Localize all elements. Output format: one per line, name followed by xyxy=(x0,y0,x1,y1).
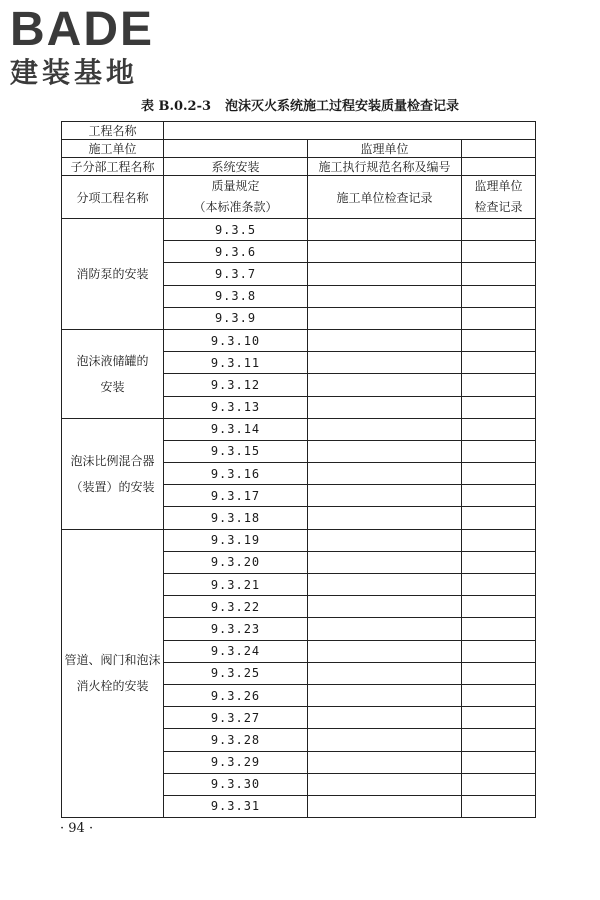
table-row xyxy=(62,418,536,440)
clause-number: 9.3.16 xyxy=(164,463,308,485)
table-row xyxy=(62,219,536,241)
supervision-check-cell[interactable] xyxy=(462,640,536,662)
construction-check-header: 施工单位检查记录 xyxy=(308,176,462,219)
supervision-check-cell[interactable] xyxy=(462,352,536,374)
sub-project-value: 系统安装 xyxy=(164,158,308,176)
clause-number: 9.3.26 xyxy=(164,684,308,706)
construction-check-cell[interactable] xyxy=(308,707,462,729)
supervision-check-cell[interactable] xyxy=(462,574,536,596)
clause-number: 9.3.13 xyxy=(164,396,308,418)
construction-check-cell[interactable] xyxy=(308,352,462,374)
item-project-name xyxy=(62,418,164,529)
supervision-check-cell[interactable] xyxy=(462,684,536,706)
construction-unit-label: 施工单位 xyxy=(62,140,164,158)
item-project-name xyxy=(62,529,164,817)
construction-check-cell[interactable] xyxy=(308,219,462,241)
clause-number: 9.3.5 xyxy=(164,219,308,241)
table-row xyxy=(62,529,536,551)
supervision-check-cell[interactable] xyxy=(462,773,536,795)
clause-number: 9.3.19 xyxy=(164,529,308,551)
supervision-check-cell[interactable] xyxy=(462,551,536,573)
project-name-label: 工程名称 xyxy=(62,122,164,140)
project-name-row xyxy=(62,122,536,140)
sub-project-label: 子分部工程名称 xyxy=(62,158,164,176)
column-header-row xyxy=(62,176,536,219)
clause-number: 9.3.28 xyxy=(164,729,308,751)
supervision-header-line2: 检查记录 xyxy=(474,200,523,214)
supervision-check-cell[interactable] xyxy=(462,219,536,241)
construction-check-cell[interactable] xyxy=(308,574,462,596)
clause-number: 9.3.14 xyxy=(164,418,308,440)
supervision-check-header xyxy=(462,176,536,219)
supervision-header-line1: 监理单位 xyxy=(474,179,523,193)
clause-number: 9.3.12 xyxy=(164,374,308,396)
units-row xyxy=(62,140,536,158)
clause-number: 9.3.18 xyxy=(164,507,308,529)
clause-number: 9.3.23 xyxy=(164,618,308,640)
supervision-check-cell[interactable] xyxy=(462,374,536,396)
item-project-name-line1: 管道、阀门和泡沫 xyxy=(64,653,161,668)
supervision-check-cell[interactable] xyxy=(462,463,536,485)
supervision-check-cell[interactable] xyxy=(462,507,536,529)
supervision-check-cell[interactable] xyxy=(462,263,536,285)
supervision-check-cell[interactable] xyxy=(462,751,536,773)
quality-header-line2: （本标准条款） xyxy=(193,200,278,214)
table-number: 表 B.0.2-3 xyxy=(140,99,212,114)
construction-check-cell[interactable] xyxy=(308,684,462,706)
construction-check-cell[interactable] xyxy=(308,418,462,440)
logo-subtitle: 建装基地 xyxy=(10,56,139,89)
clause-number: 9.3.25 xyxy=(164,662,308,684)
item-project-label: 分项工程名称 xyxy=(62,176,164,219)
clause-number: 9.3.27 xyxy=(164,707,308,729)
item-project-name-line2: 消火栓的安装 xyxy=(76,679,149,694)
construction-check-cell[interactable] xyxy=(308,529,462,551)
supervision-check-cell[interactable] xyxy=(462,396,536,418)
spec-value[interactable] xyxy=(462,158,536,176)
table-caption xyxy=(0,95,600,114)
table-row xyxy=(62,329,536,351)
item-project-name-line1: 消防泵的安装 xyxy=(76,266,149,281)
construction-check-cell[interactable] xyxy=(308,729,462,751)
page-number: · 94 · xyxy=(60,821,94,836)
clause-number: 9.3.10 xyxy=(164,329,308,351)
supervision-check-cell[interactable] xyxy=(462,485,536,507)
supervision-unit-label: 监理单位 xyxy=(308,140,462,158)
clause-number: 9.3.7 xyxy=(164,263,308,285)
construction-check-cell[interactable] xyxy=(308,485,462,507)
clause-number: 9.3.8 xyxy=(164,285,308,307)
supervision-check-cell[interactable] xyxy=(462,618,536,640)
supervision-check-cell[interactable] xyxy=(462,329,536,351)
supervision-check-cell[interactable] xyxy=(462,729,536,751)
construction-check-cell[interactable] xyxy=(308,640,462,662)
construction-check-cell[interactable] xyxy=(308,241,462,263)
construction-unit-value[interactable] xyxy=(164,140,308,158)
inspection-record-table xyxy=(61,121,536,818)
supervision-check-cell[interactable] xyxy=(462,662,536,684)
item-project-name-line2: 安装 xyxy=(100,379,125,394)
construction-check-cell[interactable] xyxy=(308,396,462,418)
supervision-check-cell[interactable] xyxy=(462,418,536,440)
clause-number: 9.3.17 xyxy=(164,485,308,507)
supervision-check-cell[interactable] xyxy=(462,707,536,729)
spec-label: 施工执行规范名称及编号 xyxy=(308,158,462,176)
construction-check-cell[interactable] xyxy=(308,751,462,773)
clause-number: 9.3.6 xyxy=(164,241,308,263)
clause-number: 9.3.15 xyxy=(164,440,308,462)
item-project-name-line1: 泡沫液储罐的 xyxy=(76,353,149,368)
item-project-name xyxy=(62,219,164,330)
construction-check-cell[interactable] xyxy=(308,329,462,351)
quality-standard-header xyxy=(164,176,308,219)
project-name-value[interactable] xyxy=(164,122,536,140)
supervision-check-cell[interactable] xyxy=(462,307,536,329)
construction-check-cell[interactable] xyxy=(308,773,462,795)
supervision-check-cell[interactable] xyxy=(462,529,536,551)
construction-check-cell[interactable] xyxy=(308,596,462,618)
table-title: 泡沫灭火系统施工过程安装质量检查记录 xyxy=(225,99,460,114)
supervision-unit-value[interactable] xyxy=(462,140,536,158)
construction-check-cell[interactable] xyxy=(308,507,462,529)
item-project-name-line1: 泡沫比例混合器 xyxy=(70,453,155,468)
clause-number: 9.3.9 xyxy=(164,307,308,329)
clause-number: 9.3.31 xyxy=(164,795,308,817)
construction-check-cell[interactable] xyxy=(308,463,462,485)
item-project-name xyxy=(62,329,164,418)
construction-check-cell[interactable] xyxy=(308,263,462,285)
construction-check-cell[interactable] xyxy=(308,440,462,462)
clause-number: 9.3.29 xyxy=(164,751,308,773)
item-project-name-line2: （装置）的安装 xyxy=(70,479,155,494)
clause-number: 9.3.22 xyxy=(164,596,308,618)
construction-check-cell[interactable] xyxy=(308,307,462,329)
construction-check-cell[interactable] xyxy=(308,551,462,573)
logo xyxy=(10,4,154,88)
supervision-check-cell[interactable] xyxy=(462,440,536,462)
construction-check-cell[interactable] xyxy=(308,374,462,396)
clause-number: 9.3.30 xyxy=(164,773,308,795)
quality-header-line1: 质量规定 xyxy=(211,179,260,193)
construction-check-cell[interactable] xyxy=(308,795,462,817)
clause-number: 9.3.24 xyxy=(164,640,308,662)
clause-number: 9.3.20 xyxy=(164,551,308,573)
logo-wordmark: BADE xyxy=(10,3,155,56)
supervision-check-cell[interactable] xyxy=(462,596,536,618)
supervision-check-cell[interactable] xyxy=(462,241,536,263)
construction-check-cell[interactable] xyxy=(308,662,462,684)
clause-number: 9.3.11 xyxy=(164,352,308,374)
sub-project-row xyxy=(62,158,536,176)
construction-check-cell[interactable] xyxy=(308,285,462,307)
clause-number: 9.3.21 xyxy=(164,574,308,596)
supervision-check-cell[interactable] xyxy=(462,795,536,817)
construction-check-cell[interactable] xyxy=(308,618,462,640)
supervision-check-cell[interactable] xyxy=(462,285,536,307)
